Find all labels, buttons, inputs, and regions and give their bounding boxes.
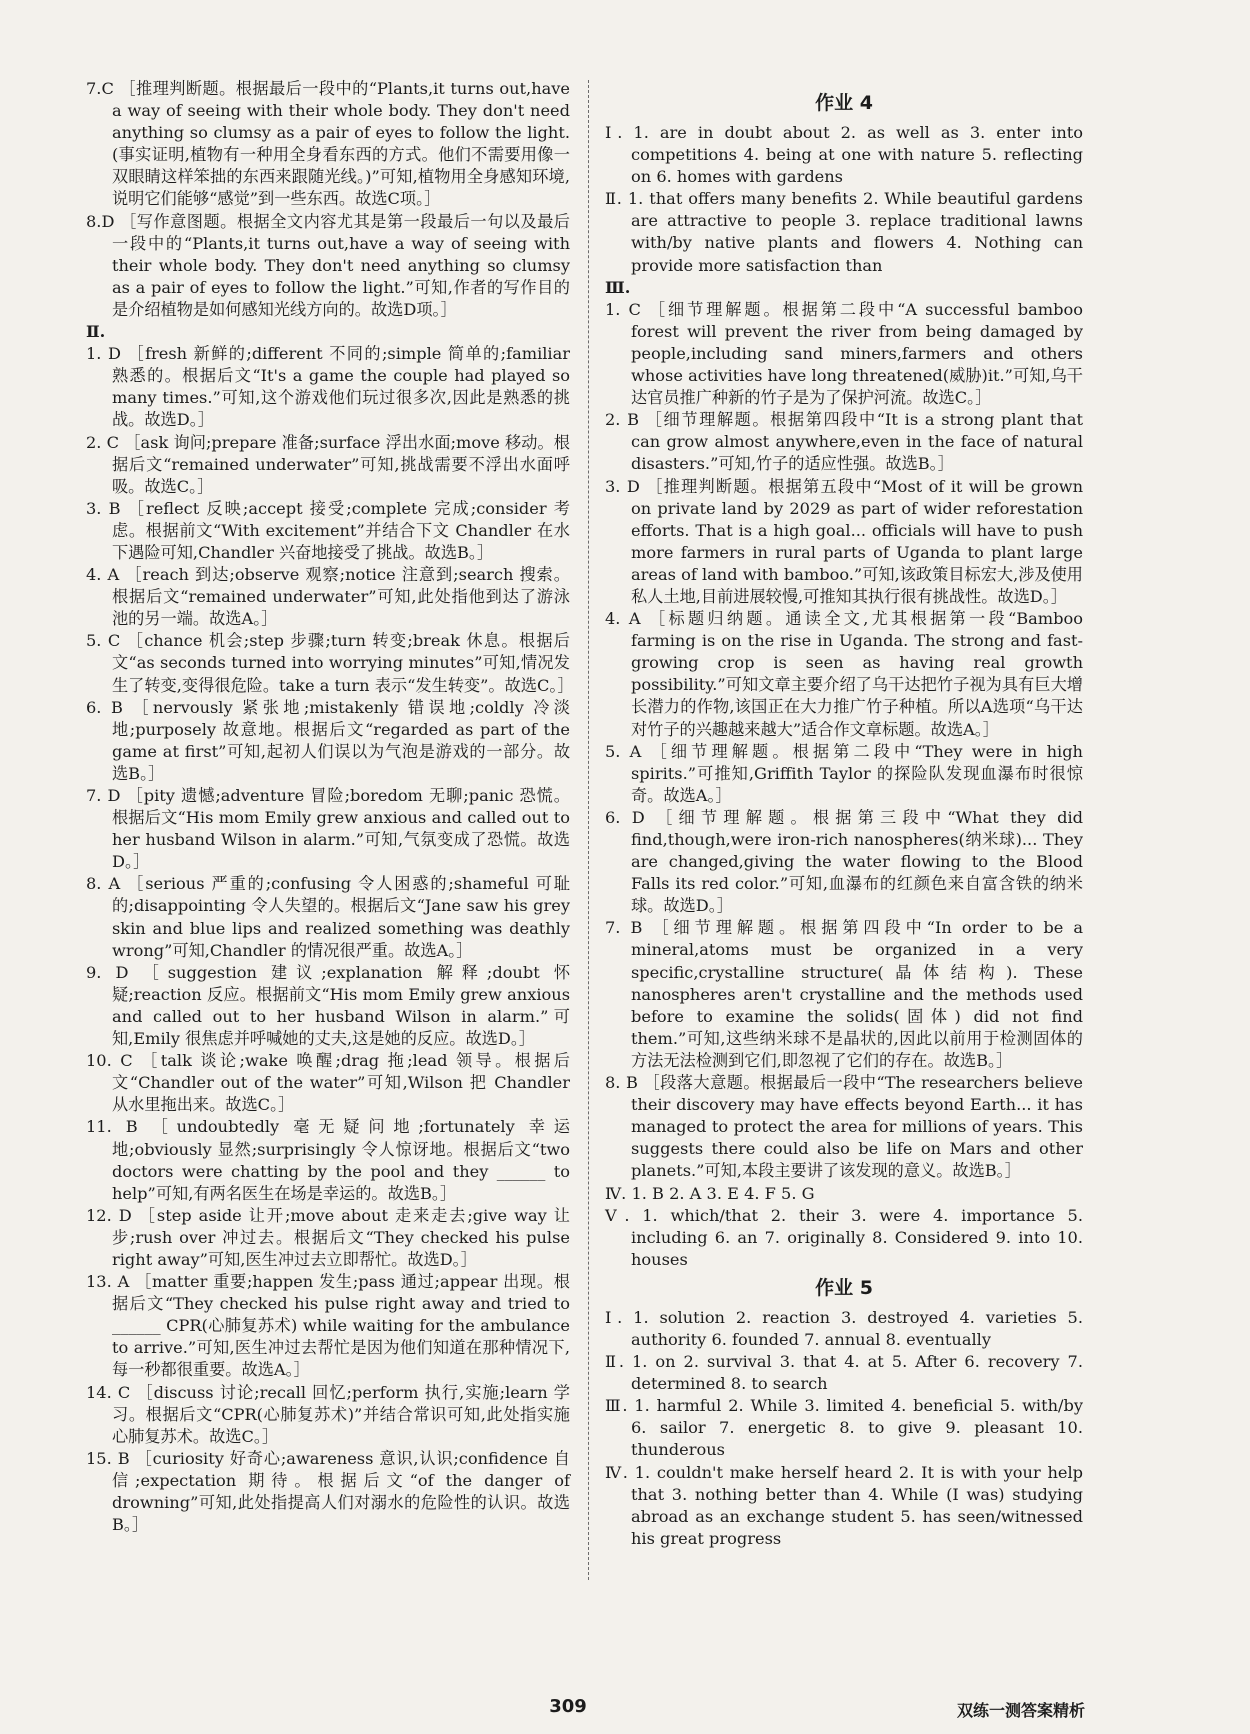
- hw5-section-II: Ⅱ. 1. on 2. survival 3. that 4. at 5. After 6. recovery 7. determined 8. to search: [605, 1352, 1083, 1394]
- homework-4-title: 作业 4: [815, 92, 873, 114]
- cloze-answer-3: 3. B ［reflect 反映;accept 接受;complete 完成;consider 考虑。根据前文“With excitement”并结合下文 Chandler 在水下遇险可知,Chandler 兴奋地接受了挑战。故选B。］: [86, 498, 570, 562]
- hw4-reading-answer-3: 3. D ［推理判断题。根据第五段中“Most of it will be grown on private land by 2029 as part of wider reforestation efforts. That is a high goal... officials will have to push more farmers in rural parts of Uganda to plant large areas of land with bamboo.”可知,该政策目标宏大,涉及使用私人土地,目前进展较慢,可推知其执行很有挑战性。故选D。］: [605, 476, 1083, 606]
- hw4-reading-answer-7: 7. B ［细节理解题。根据第四段中“In order to be a mineral,atoms must be organized in a very specific,crystalline structure(晶体结构). These nanospheres aren't crystalline and the methods used before to examine the solids(固体) did not find them.”可知,这些纳米球不是晶状的,因此以前用于检测固体的方法无法检测到它们,即忽视了它们的存在。故选B。］: [605, 918, 1083, 1070]
- column-divider: [588, 80, 589, 1580]
- page-number: 309: [549, 1696, 587, 1717]
- cloze-answer-13: 13. A ［matter 重要;happen 发生;pass 通过;appear 出现。根据后文“They checked his pulse right away and tried to ______ CPR(心肺复苏术) while waiting for the ambulance to arrive.”可知,医生冲过去帮忙是因为他们知道在那种情况下,每一秒都很重要。故选A。］: [86, 1272, 570, 1380]
- hw4-reading-answer-8: 8. B ［段落大意题。根据最后一段中“The researchers believe their discovery may have effects beyond Earth... it has managed to protect the area for millions of years. This suggests there could also be life on Mars and other planets.”可知,本段主要讲了该发现的意义。故选B。］: [605, 1073, 1083, 1181]
- left-column: [86, 78, 574, 1536]
- hw4-reading-answer-1: 1. C ［细节理解题。根据第二段中“A successful bamboo forest will prevent the river from being damaged by people,including sand miners,farmers and others whose activities have long threatened(威胁)it.”可知,乌干达官员推广种新的竹子是为了保护河流。故选C。］: [605, 299, 1083, 408]
- answer-item-7: 7.C ［推理判断题。根据最后一段中的“Plants,it turns out,have a way of seeing with their whole body. They don't need anything so clumsy as a pair of eyes to follow the light.(事实证明,植物有一种用全身看东西的方式。他们不需要用像一双眼睛这样笨拙的东西来跟随光线。)”可知,植物用全身感知环境,说明它们能够“感觉”到一些东西。故选C项。］: [86, 79, 570, 209]
- cloze-answer-1: 1. D ［fresh 新鲜的;different 不同的;simple 简单的;familiar 熟悉的。根据后文“It's a game the couple had played so many times.”可知,这个游戏他们玩过很多次,因此是熟悉的挑战。故选D。］: [86, 344, 570, 430]
- hw4-reading-answer-6: 6. D ［细节理解题。根据第三段中“What they did find,though,were iron-rich nanospheres(纳米球)... They are changed,giving the water flowing to the Blood Falls its red color.”可知,血瀑布的红颜色来自富含铁的纳米球。故选D。］: [605, 807, 1083, 916]
- cloze-answer-7: 7. D ［pity 遗憾;adventure 冒险;boredom 无聊;panic 恐慌。根据后文“His mom Emily grew anxious and called out to her husband Wilson in alarm.”可知,气氛变成了恐慌。故选D。］: [86, 786, 570, 872]
- hw5-section-I: Ⅰ. 1. solution 2. reaction 3. destroyed 4. varieties 5. authority 6. founded 7. annual 8. eventually: [605, 1307, 1083, 1349]
- cloze-answer-6: 6. B ［nervously 紧张地;mistakenly 错误地;coldly 冷淡地;purposely 故意地。根据后文“regarded as part of the game at first”可知,起初人们误以为气泡是游戏的一部分。故选B。］: [86, 697, 570, 783]
- hw4-reading-answer-4: 4. A ［标题归纳题。通读全文,尤其根据第一段“Bamboo farming is on the rise in Uganda. The strong and fast-growing crop is seen as having real growth possibility.”可知文章主要介绍了乌干达把竹子视为具有巨大增长潜力的作物,该国正在大力推广竹子种植。所以A选项“乌干达对竹子的兴趣越来越大”适合作文章标题。故选A。］: [605, 609, 1083, 739]
- cloze-answer-15: 15. B ［curiosity 好奇心;awareness 意识,认识;confidence 自信;expectation 期待。根据后文“of the danger of drowning”可知,此处指提高人们对溺水的危险性的认识。故选B。］: [86, 1448, 570, 1535]
- cloze-answer-14: 14. C ［discuss 讨论;recall 回忆;perform 执行,实施;learn 学习。根据后文“CPR(心肺复苏术)”并结合常识可知,此处指实施心肺复苏术。故选C。］: [86, 1382, 570, 1446]
- hw4-reading-answer-2: 2. B ［细节理解题。根据第四段中“It is a strong plant that can grow almost anywhere,even in the face of natural disasters.”可知,竹子的适应性强。故选B。］: [605, 410, 1083, 474]
- answer-item-8: 8.D ［写作意图题。根据全文内容尤其是第一段最后一句以及最后一段中的“Plants,it turns out,have a way of seeing with their whole body. They don't need anything so clumsy as a pair of eyes to follow the light.”可知,作者的写作目的是介绍植物是如何感知光线方向的。故选D项。］: [86, 211, 570, 319]
- cloze-answer-5: 5. C ［chance 机会;step 步骤;turn 转变;break 休息。根据后文“as seconds turned into worrying minutes”可知,情况发生了转变,变得很危险。take a turn 表示“发生转变”。故选C。］: [86, 631, 574, 695]
- hw4-section-II: Ⅱ. 1. that offers many benefits 2. While beautiful gardens are attractive to people 3. replace traditional lawns with/by native plants and flowers 4. Nothing can provide more satisfaction than: [605, 189, 1083, 275]
- hw4-reading-answer-5: 5. A ［细节理解题。根据第二段中“They were in high spirits.”可推知,Griffith Taylor 的探险队发现血瀑布时很惊奇。故选A。］: [605, 741, 1083, 805]
- right-column: [605, 86, 1083, 1550]
- hw5-section-III: Ⅲ. 1. harmful 2. While 3. limited 4. beneficial 5. with/by 6. sailor 7. energetic 8. to give 9. pleasant 10. thunderous: [605, 1396, 1083, 1460]
- hw4-section-V: Ⅴ. 1. which/that 2. their 3. were 4. importance 5. including 6. an 7. originally 8. Considered 9. into 10. houses: [605, 1205, 1083, 1269]
- cloze-answer-12: 12. D ［step aside 让开;move about 走来走去;give way 让步;rush over 冲过去。根据后文“They checked his pulse right away”可知,医生冲过去立即帮忙。故选D。］: [86, 1205, 570, 1269]
- cloze-answer-9: 9. D ［suggestion 建议;explanation 解释;doubt 怀疑;reaction 反应。根据前文“His mom Emily grew anxious and called out to her husband Wilson in alarm.”可知,Emily 很焦虑并呼喊她的丈夫,这是她的反应。故选D。］: [86, 962, 570, 1049]
- book-title: 双练一测答案精析: [956, 1701, 1085, 1720]
- hw5-section-IV: Ⅳ. 1. couldn't make herself heard 2. It is with your help that 3. nothing better than 4. While (I was) studying abroad as an exchange student 5. has seen/witnessed his great progress: [605, 1462, 1083, 1548]
- hw4-section-I: Ⅰ. 1. are in doubt about 2. as well as 3. enter into competitions 4. being at one with nature 5. reflecting on 6. homes with gardens: [605, 123, 1083, 187]
- cloze-answer-11: 11. B ［undoubtedly 毫无疑问地;fortunately 幸运地;obviously 显然;surprisingly 令人惊讶地。根据后文“two doctors were chatting by the pool and they ______ to help”可知,有两名医生在场是幸运的。故选B。］: [86, 1117, 570, 1203]
- hw4-section-IV: Ⅳ. 1. B 2. A 3. E 4. F 5. G: [605, 1183, 815, 1203]
- section-II-label: Ⅱ.: [86, 322, 106, 342]
- cloze-answer-8: 8. A ［serious 严重的;confusing 令人困惑的;shameful 可耻的;disappointing 令人失望的。根据后文“Jane saw his grey skin and blue lips and realized something was deathly wrong”可知,Chandler 的情况很严重。故选A。］: [86, 874, 570, 960]
- cloze-answer-2: 2. C ［ask 询问;prepare 准备;surface 浮出水面;move 移动。根据后文“remained underwater”可知,挑战需要不浮出水面呼吸。故选C。］: [86, 432, 570, 496]
- cloze-answer-10: 10. C ［talk 谈论;wake 唤醒;drag 拖;lead 领导。根据后文“Chandler out of the water”可知,Wilson 把 Chandler 从水里拖出来。故选C。］: [86, 1051, 570, 1115]
- cloze-answer-4: 4. A ［reach 到达;observe 观察;notice 注意到;search 搜索。根据后文“remained underwater”可知,此处指他到达了游泳池的另一端。故选A。］: [86, 565, 570, 629]
- hw4-section-III-label: Ⅲ.: [605, 277, 631, 297]
- homework-5-title: 作业 5: [815, 1276, 873, 1299]
